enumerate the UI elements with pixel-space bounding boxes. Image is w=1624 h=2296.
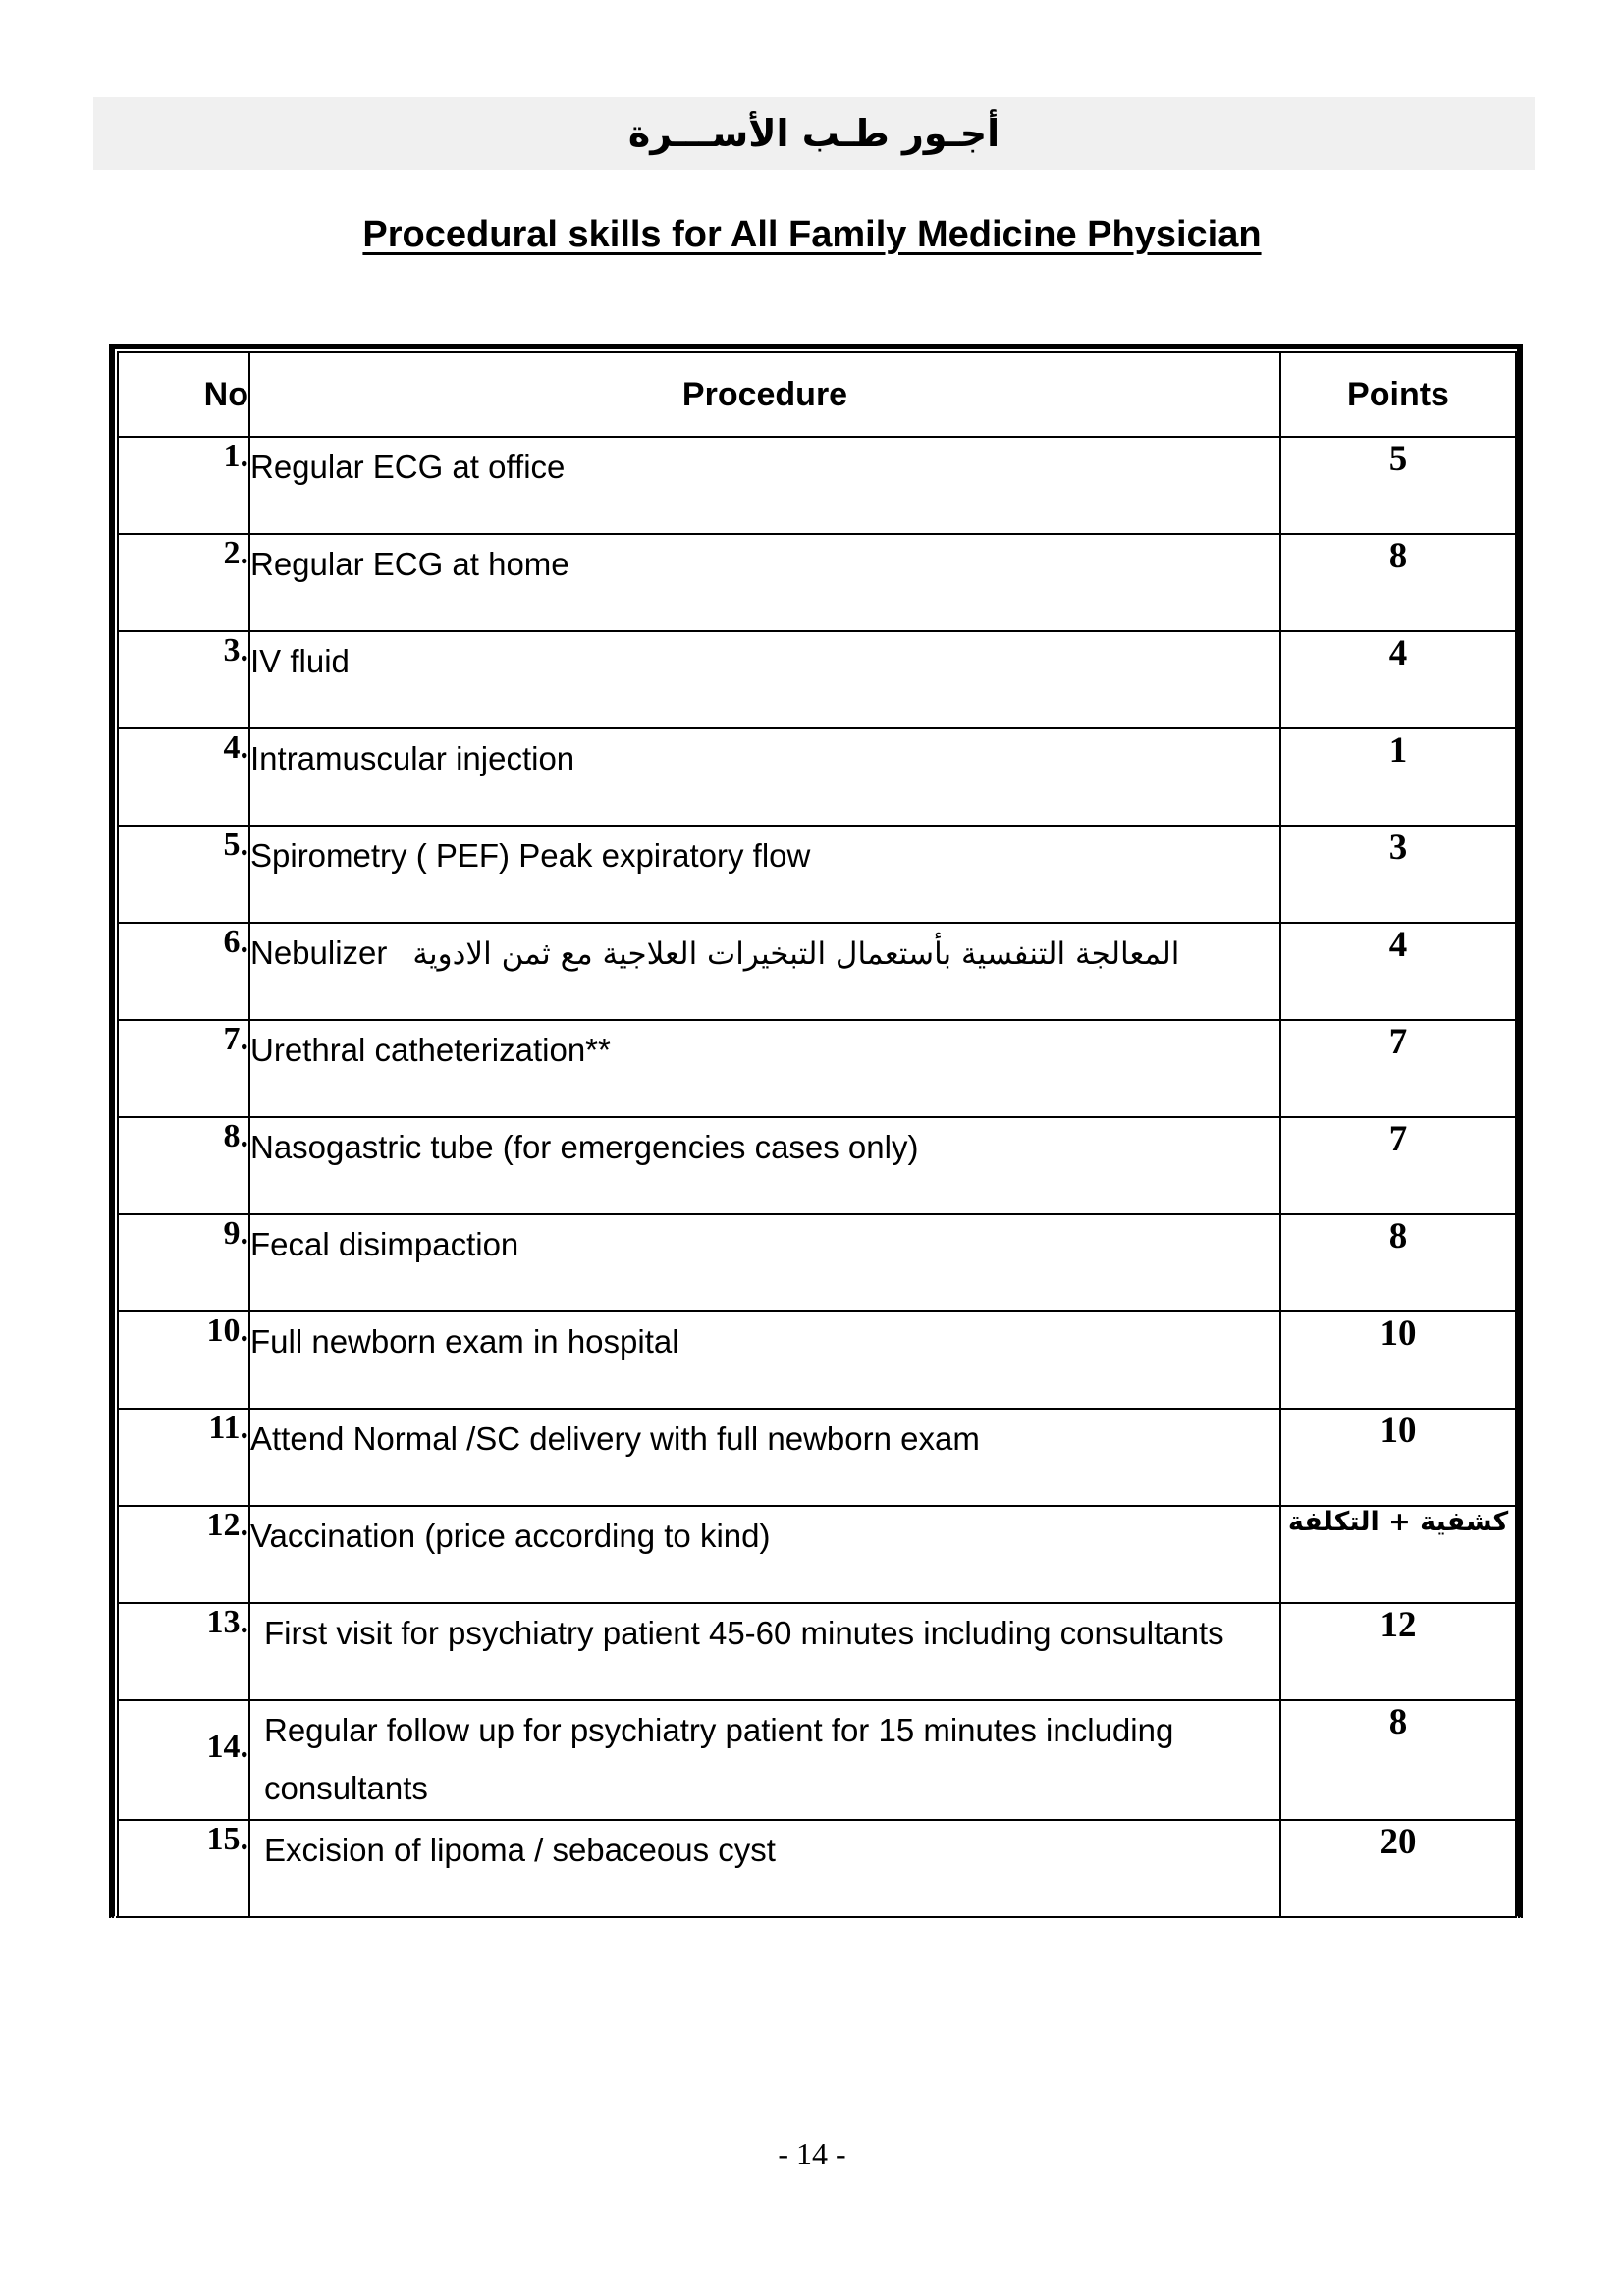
- table-row: [118, 1409, 1516, 1506]
- procedures-table: [117, 351, 1517, 1918]
- points-value: كشفية + التكلفة: [1280, 1506, 1516, 1603]
- table-row: [118, 1820, 1516, 1917]
- points-value: 12: [1280, 1603, 1516, 1700]
- procedure-arabic-note: المعالجة التنفسية بأستعمال التبخيرات العلاجية مع ثمن الادوية: [412, 936, 1180, 972]
- table-row: [118, 534, 1516, 631]
- procedure-text: Nasogastric tube (for emergencies cases only): [250, 1129, 919, 1165]
- procedure-text: Nebulizer: [250, 934, 388, 971]
- points-value: 20: [1280, 1820, 1516, 1917]
- procedure-name: [249, 437, 1280, 534]
- points-value: 1: [1280, 728, 1516, 826]
- procedure-text: Regular follow up for psychiatry patient for 15 minutes including consultants: [264, 1712, 1174, 1807]
- procedure-name: [249, 1409, 1280, 1506]
- table-row: [118, 1214, 1516, 1311]
- procedure-name: [249, 923, 1280, 1020]
- table-row: [118, 631, 1516, 728]
- procedure-name: [249, 1820, 1280, 1917]
- procedure-text: Excision of lipoma / sebaceous cyst: [264, 1832, 776, 1868]
- points-value: 4: [1280, 631, 1516, 728]
- table-row: [118, 1603, 1516, 1700]
- table-row: [118, 826, 1516, 923]
- procedure-text: Vaccination (price according to kind): [250, 1518, 771, 1554]
- row-number: 12.: [118, 1506, 249, 1603]
- row-number: 6.: [118, 923, 249, 1020]
- row-number: 1.: [118, 437, 249, 534]
- points-value: 10: [1280, 1311, 1516, 1409]
- row-number: 4.: [118, 728, 249, 826]
- table-row: [118, 437, 1516, 534]
- procedure-name: [249, 728, 1280, 826]
- row-number: 2.: [118, 534, 249, 631]
- procedure-text: Regular ECG at home: [250, 546, 569, 582]
- points-value: 7: [1280, 1020, 1516, 1117]
- table-row: [118, 923, 1516, 1020]
- procedure-name: [249, 1117, 1280, 1214]
- table-row: [118, 1020, 1516, 1117]
- procedure-text: Regular ECG at office: [250, 449, 566, 485]
- procedure-name: [249, 1506, 1280, 1603]
- column-header-procedure: Procedure: [249, 352, 1280, 437]
- procedure-text: Full newborn exam in hospital: [250, 1323, 679, 1360]
- procedure-text: Fecal disimpaction: [250, 1226, 519, 1262]
- procedure-text: Spirometry ( PEF) Peak expiratory flow: [250, 837, 811, 874]
- points-value: 7: [1280, 1117, 1516, 1214]
- procedure-name: [249, 1311, 1280, 1409]
- page-title: Procedural skills for All Family Medicine Physician: [362, 214, 1262, 255]
- points-value: 8: [1280, 1214, 1516, 1311]
- column-header-points: Points: [1280, 352, 1516, 437]
- row-number: 10.: [118, 1311, 249, 1409]
- row-number: 3.: [118, 631, 249, 728]
- procedure-text: IV fluid: [250, 643, 350, 679]
- points-value: 5: [1280, 437, 1516, 534]
- procedure-name: [249, 826, 1280, 923]
- table-header-row: [118, 352, 1516, 437]
- procedure-name: [249, 631, 1280, 728]
- table-row: [118, 1506, 1516, 1603]
- points-value: 3: [1280, 826, 1516, 923]
- procedure-name: [249, 1214, 1280, 1311]
- row-number: 14.: [118, 1700, 249, 1820]
- row-number: 7.: [118, 1020, 249, 1117]
- row-number: 15.: [118, 1820, 249, 1917]
- row-number: 9.: [118, 1214, 249, 1311]
- procedure-name: [249, 1700, 1280, 1820]
- points-value: 8: [1280, 534, 1516, 631]
- procedure-text: Intramuscular injection: [250, 740, 575, 776]
- procedure-name: [249, 1020, 1280, 1117]
- header-band: [93, 97, 1535, 170]
- row-number: 8.: [118, 1117, 249, 1214]
- procedure-name: [249, 1603, 1280, 1700]
- points-value: 4: [1280, 923, 1516, 1020]
- points-value: 8: [1280, 1700, 1516, 1820]
- procedure-text: First visit for psychiatry patient 45-60 minutes including consultants: [264, 1615, 1224, 1651]
- arabic-heading: أجـور طـب الأســـرة: [627, 112, 1001, 155]
- procedure-text: Attend Normal /SC delivery with full newborn exam: [250, 1420, 980, 1457]
- table-row: [118, 1311, 1516, 1409]
- procedure-text: Urethral catheterization**: [250, 1032, 611, 1068]
- table-row: [118, 728, 1516, 826]
- row-number: 13.: [118, 1603, 249, 1700]
- points-value: 10: [1280, 1409, 1516, 1506]
- page-number: - 14 -: [778, 2136, 846, 2171]
- column-header-no: No: [118, 352, 249, 437]
- row-number: 11.: [118, 1409, 249, 1506]
- table-row: [118, 1700, 1516, 1820]
- procedure-name: [249, 534, 1280, 631]
- table-row: [118, 1117, 1516, 1214]
- row-number: 5.: [118, 826, 249, 923]
